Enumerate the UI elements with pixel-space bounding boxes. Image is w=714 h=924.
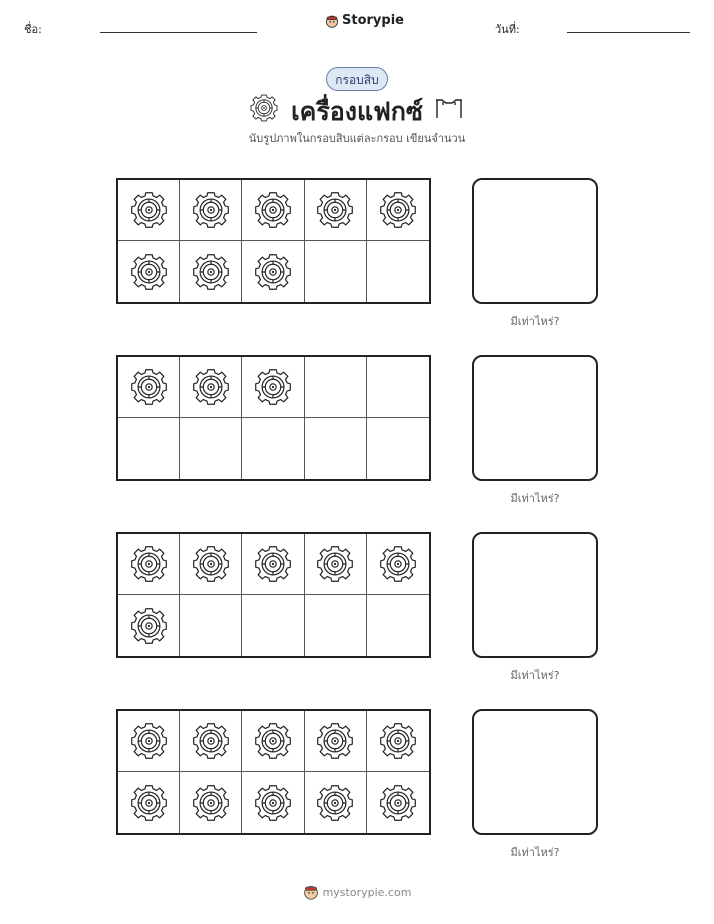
ten-frame-cell <box>180 418 242 479</box>
gear-icon <box>315 721 355 761</box>
ten-frame-4 <box>116 709 431 835</box>
gear-icon <box>129 544 169 584</box>
gear-icon <box>191 367 231 407</box>
how-many-label: มีเท่าไหร่? <box>510 315 560 328</box>
brand-logo <box>325 13 404 28</box>
gear-icon <box>315 783 355 823</box>
ten-frame-cell <box>305 534 367 595</box>
ten-frame-cell <box>118 595 180 656</box>
ten-frame-cell <box>242 180 304 241</box>
gear-icon <box>191 252 231 292</box>
ten-frame-cell <box>180 595 242 656</box>
answer-box-4[interactable] <box>472 709 598 835</box>
gear-icon <box>253 252 293 292</box>
ten-frame-cell <box>180 357 242 418</box>
gear-icon <box>253 544 293 584</box>
ten-frame-cell <box>180 534 242 595</box>
ten-frame-cell <box>367 180 429 241</box>
ten-frame-cell <box>305 180 367 241</box>
ten-frame-cell <box>242 711 304 772</box>
ten-frame-cell <box>305 241 367 302</box>
name-line[interactable] <box>100 32 257 33</box>
brand-name: Storypie <box>342 13 404 28</box>
footer-url: mystorypie.com <box>322 885 412 899</box>
ten-frame-cell <box>305 418 367 479</box>
storypie-logo-icon <box>303 884 319 900</box>
name-label: ชื่อ: <box>24 23 42 36</box>
gear-icon <box>315 544 355 584</box>
storypie-logo-icon <box>325 14 339 28</box>
topic-badge: กรอบสิบ <box>326 67 388 91</box>
ten-frame-cell <box>367 772 429 833</box>
ten-frame-cell <box>367 357 429 418</box>
gear-icon <box>129 252 169 292</box>
answer-box-1[interactable] <box>472 178 598 304</box>
date-label: วันที่: <box>495 23 520 36</box>
fax-machine-icon <box>434 96 464 120</box>
how-many-label: มีเท่าไหร่? <box>510 492 560 505</box>
ten-frame-cell <box>180 772 242 833</box>
footer <box>0 884 714 900</box>
answer-box-2[interactable] <box>472 355 598 481</box>
instructions: นับรูปภาพในกรอบสิบแต่ละกรอบ เขียนจำนวน <box>248 132 466 145</box>
gear-icon <box>315 190 355 230</box>
ten-frame-cell <box>118 711 180 772</box>
ten-frame-cell <box>305 711 367 772</box>
ten-frame-cell <box>242 772 304 833</box>
date-line[interactable] <box>567 32 690 33</box>
ten-frame-cell <box>118 180 180 241</box>
gear-icon <box>191 721 231 761</box>
ten-frame-cell <box>367 595 429 656</box>
how-many-label: มีเท่าไหร่? <box>510 669 560 682</box>
gear-icon <box>378 190 418 230</box>
ten-frame-cell <box>180 241 242 302</box>
ten-frame-cell <box>242 357 304 418</box>
answer-box-3[interactable] <box>472 532 598 658</box>
gear-icon <box>253 367 293 407</box>
gear-icon <box>129 190 169 230</box>
ten-frame-cell <box>180 180 242 241</box>
gear-icon <box>378 544 418 584</box>
ten-frame-cell <box>118 357 180 418</box>
ten-frame-2 <box>116 355 431 481</box>
ten-frame-cell <box>242 241 304 302</box>
gear-icon <box>129 367 169 407</box>
ten-frame-3 <box>116 532 431 658</box>
ten-frame-cell <box>367 418 429 479</box>
gear-icon <box>253 783 293 823</box>
ten-frame-cell <box>242 418 304 479</box>
ten-frame-cell <box>118 534 180 595</box>
ten-frame-cell <box>180 711 242 772</box>
ten-frame-cell <box>242 534 304 595</box>
ten-frame-cell <box>118 772 180 833</box>
gear-icon <box>129 783 169 823</box>
ten-frame-cell <box>242 595 304 656</box>
ten-frame-cell <box>305 595 367 656</box>
gear-icon <box>191 544 231 584</box>
page-title: เครื่องแฟกซ์ <box>291 97 423 126</box>
ten-frame-cell <box>367 534 429 595</box>
ten-frame-cell <box>118 418 180 479</box>
gear-icon <box>253 721 293 761</box>
gear-icon <box>253 190 293 230</box>
ten-frame-cell <box>367 711 429 772</box>
gear-icon <box>129 606 169 646</box>
ten-frame-1 <box>116 178 431 304</box>
ten-frame-cell <box>118 241 180 302</box>
ten-frame-cell <box>305 772 367 833</box>
ten-frame-cell <box>367 241 429 302</box>
gear-icon <box>378 721 418 761</box>
gear-icon <box>191 190 231 230</box>
gear-icon <box>129 721 169 761</box>
gear-icon <box>191 783 231 823</box>
ten-frame-cell <box>305 357 367 418</box>
how-many-label: มีเท่าไหร่? <box>510 846 560 859</box>
gear-icon <box>378 783 418 823</box>
